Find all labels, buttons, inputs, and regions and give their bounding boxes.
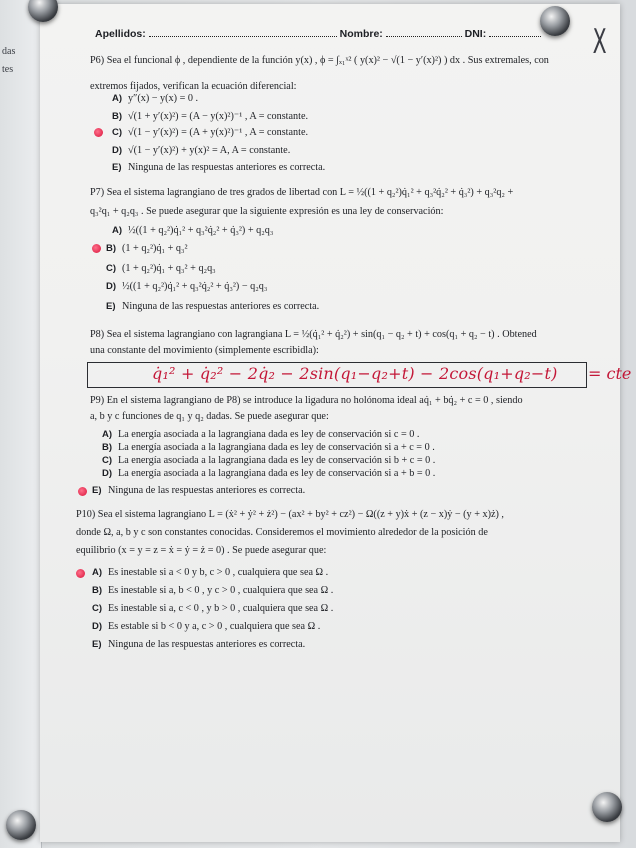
- option-letter: C): [102, 455, 113, 466]
- option-letter: C): [92, 603, 103, 614]
- p10-option-d[interactable]: [92, 620, 320, 633]
- dni-label: DNI:: [464, 28, 487, 40]
- p8-handwritten-tail: = cte: [588, 364, 632, 383]
- option-letter: C): [112, 127, 123, 138]
- option-letter: D): [102, 468, 113, 479]
- p7-stem: [90, 186, 600, 218]
- option-text: (1 + q₂²)q̇₁ + q₃² + q₂q₃: [122, 263, 216, 274]
- p6-option-b[interactable]: [112, 110, 308, 123]
- option-text: Es inestable si a, c < 0 , y b > 0 , cualquiera que sea Ω .: [108, 603, 334, 614]
- p7-option-c[interactable]: [106, 262, 216, 275]
- p7-option-d[interactable]: [106, 280, 267, 293]
- p7-stem-line: q₃²q₁ + q₂q₃ . Se puede asegurar que la siguiente expresión es una ley de conservación:: [90, 206, 444, 217]
- p8-stem-line: P8) Sea el sistema lagrangiano con lagrangiana L = ½(q̇₁² + q̇₂²) + sin(q₁ − q₂ + t) + cos(q₁ + q₂ − t) . Obtened: [90, 329, 537, 340]
- option-letter: B): [92, 585, 103, 596]
- p9-option-d[interactable]: [102, 467, 435, 480]
- p9-stem-line: a, b y c funciones de q₁ y q₂ dadas. Se puede asegurar que:: [90, 411, 329, 422]
- magnet-bottom-left: [6, 810, 36, 840]
- dni-blank: [489, 28, 541, 37]
- p10-option-c[interactable]: [92, 602, 333, 615]
- p10-option-b[interactable]: [92, 584, 333, 597]
- p10-stem-line: donde Ω, a, b y c son constantes conocidas. Consideremos el movimiento alrededor de la posición de: [76, 527, 488, 538]
- option-text: Ninguna de las respuestas anteriores es correcta.: [108, 485, 306, 496]
- p6-option-a[interactable]: [112, 92, 198, 105]
- option-letter: E): [112, 162, 122, 173]
- exam-sheet: [40, 4, 632, 842]
- option-text: Ninguna de las respuestas anteriores es correcta.: [128, 162, 326, 173]
- option-text: ½((1 + q₂²)q̇₁² + q₃²q̇₂² + q̇₃²) + q₂q₃: [128, 225, 274, 236]
- p10-stem-line: P10) Sea el sistema lagrangiano L = (ẋ² + ẏ² + ż²) − (ax² + by² + cz²) − Ω((z + y)ẋ + (z − x)ẏ − (y + x)ż) ,: [76, 509, 504, 520]
- p7-option-e[interactable]: [106, 300, 319, 313]
- p7-stem-line: P7) Sea el sistema lagrangiano de tres grados de libertad con L = ½((1 + q₂²)q̇₁² + q₃²q̇₂² + q̇₃²) + q₃²q₂ +: [90, 187, 514, 198]
- option-text: √(1 + y′(x)²) = (A − y(x)²)⁻¹ , A = constante.: [128, 111, 309, 122]
- p10-option-e[interactable]: [92, 638, 305, 651]
- option-letter: B): [106, 243, 117, 254]
- p7-option-a[interactable]: [112, 224, 273, 237]
- option-text: Es estable si b < 0 y a, c > 0 , cualquiera que sea Ω .: [108, 621, 321, 632]
- p6-stem-line: P6) Sea el funcional ϕ , dependiente de la función y(x) , ϕ = ∫ₓ₁ˣ² ( y(x)² − √(1 − y′(x)²) ) dx . Sus extremales, con: [90, 55, 549, 66]
- p8-handwritten-answer: q̇₁² + q̇₂² − 2q̇₂ − 2sin(q₁−q₂+t) − 2cos(q₁+q₂−t): [152, 364, 558, 383]
- option-text: Es inestable si a, b < 0 , y c > 0 , cualquiera que sea Ω .: [108, 585, 334, 596]
- option-letter: D): [92, 621, 103, 632]
- p9-option-a[interactable]: [102, 428, 419, 441]
- option-text: (1 + q₂²)q̇₁ + q₃²: [122, 243, 188, 254]
- magnet-top-right: [540, 6, 570, 36]
- magnet-bottom-right: [592, 792, 622, 822]
- p9-option-c[interactable]: [102, 454, 435, 467]
- option-letter: C): [106, 263, 117, 274]
- adjacent-page-text: tes: [2, 64, 14, 75]
- p10-stem-line: equilibrio (x = y = z = ẋ = ẏ = ż = 0) . Se puede asegurar que:: [76, 545, 327, 556]
- p6-option-c[interactable]: [112, 126, 308, 139]
- option-text: La energía asociada a la lagrangiana dada es ley de conservación si b + c = 0 .: [118, 455, 436, 466]
- p9-selected-mark: [78, 487, 87, 496]
- p10-selected-mark: [76, 569, 85, 578]
- option-text: Ninguna de las respuestas anteriores es correcta.: [108, 639, 306, 650]
- option-text: √(1 − y′(x)²) + y(x)² = A, A = constante.: [128, 145, 291, 156]
- nombre-blank: [386, 28, 462, 37]
- option-letter: D): [106, 281, 117, 292]
- option-text: √(1 − y′(x)²) = (A + y(x)²)⁻¹ , A = constante.: [128, 127, 309, 138]
- p9-stem-line: P9) En el sistema lagrangiano de P8) se introduce la ligadura no holónoma ideal aq̇₁ + bq̇₂ + c = 0 , siendo: [90, 395, 523, 406]
- nombre-label: Nombre:: [339, 28, 383, 40]
- option-letter: A): [92, 567, 103, 578]
- p6-stem: [90, 54, 600, 93]
- corner-mark: X: [592, 22, 607, 62]
- p9-option-e[interactable]: [92, 484, 305, 497]
- option-letter: D): [112, 145, 123, 156]
- option-letter: A): [102, 429, 113, 440]
- option-text: La energía asociada a la lagrangiana dada es ley de conservación si a + b = 0 .: [118, 468, 436, 479]
- p6-option-e[interactable]: [112, 161, 325, 174]
- p8-stem-line: una constante del movimiento (simplemente escribidla):: [90, 345, 319, 356]
- option-text: y″(x) − y(x) = 0 .: [128, 93, 199, 104]
- adjacent-page: [0, 0, 42, 848]
- option-letter: A): [112, 225, 123, 236]
- option-text: Ninguna de las respuestas anteriores es correcta.: [122, 301, 320, 312]
- apellidos-blank: [149, 28, 337, 37]
- p8-stem: [90, 328, 600, 357]
- p9-option-b[interactable]: [102, 441, 435, 454]
- option-letter: B): [102, 442, 113, 453]
- option-letter: E): [92, 639, 102, 650]
- option-text: ½((1 + q₂²)q̇₁² + q₃²q̇₂² + q̇₃²) − q₂q₃: [122, 281, 268, 292]
- option-letter: E): [92, 485, 102, 496]
- p7-selected-mark: [92, 244, 101, 253]
- option-letter: B): [112, 111, 123, 122]
- apellidos-label: Apellidos:: [95, 28, 146, 40]
- p9-stem: [90, 394, 600, 423]
- option-letter: A): [112, 93, 123, 104]
- option-text: Es inestable si a < 0 y b, c > 0 , cualquiera que sea Ω .: [108, 567, 329, 578]
- option-letter: E): [106, 301, 116, 312]
- p7-option-b[interactable]: [106, 242, 188, 255]
- adjacent-page-text: das: [2, 46, 16, 57]
- p10-option-a[interactable]: [92, 566, 328, 579]
- p6-selected-mark: [94, 128, 103, 137]
- option-text: La energía asociada a la lagrangiana dada es ley de conservación si a + c = 0 .: [118, 442, 435, 453]
- p10-stem: [76, 508, 606, 557]
- header-fields: [95, 28, 541, 40]
- option-text: La energía asociada a la lagrangiana dada es ley de conservación si c = 0 .: [118, 429, 420, 440]
- p6-stem-line: extremos fijados, verifican la ecuación diferencial:: [90, 81, 297, 92]
- p6-option-d[interactable]: [112, 144, 290, 157]
